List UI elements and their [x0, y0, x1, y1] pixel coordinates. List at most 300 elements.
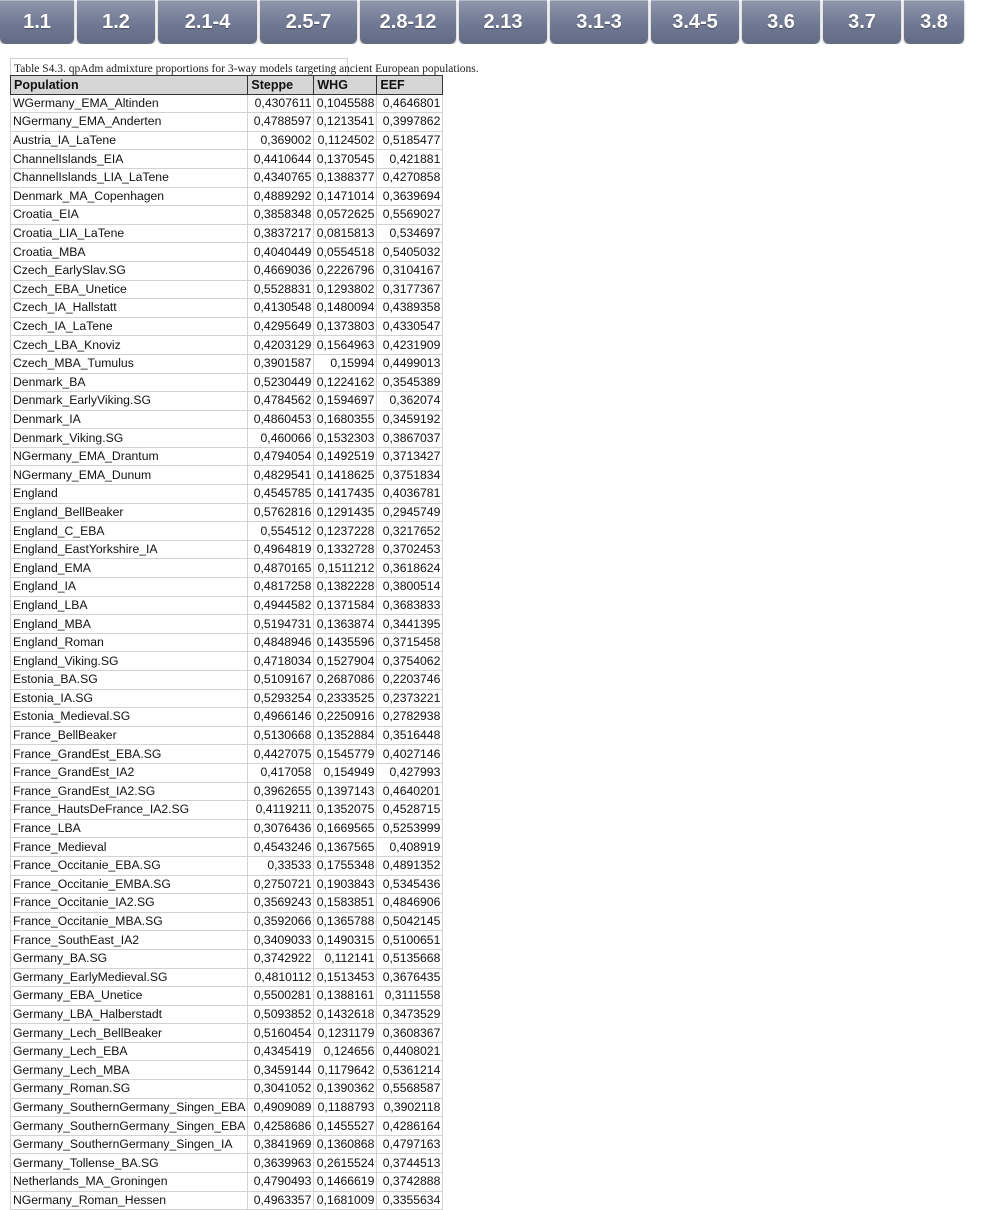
population-cell: WGermany_EMA_Altinden	[11, 94, 248, 113]
whg-cell: 0,1382228	[314, 578, 377, 597]
steppe-cell: 0,3076436	[248, 819, 314, 838]
eef-cell: 0,4640201	[377, 782, 443, 801]
population-cell: England_LBA	[11, 596, 248, 615]
steppe-cell: 0,5230449	[248, 373, 314, 392]
eef-cell: 0,5569027	[377, 206, 443, 225]
table-row	[11, 522, 443, 541]
steppe-cell: 0,4040449	[248, 243, 314, 262]
population-cell: NGermany_Roman_Hessen	[11, 1191, 248, 1210]
whg-cell: 0,0815813	[314, 224, 377, 243]
whg-cell: 0,1188793	[314, 1098, 377, 1117]
whg-cell: 0,1681009	[314, 1191, 377, 1210]
steppe-cell: 0,3041052	[248, 1080, 314, 1099]
table-row	[11, 559, 443, 578]
table-row	[11, 801, 443, 820]
whg-cell: 0,1124502	[314, 131, 377, 150]
whg-cell: 0,2615524	[314, 1154, 377, 1173]
table-row	[11, 94, 443, 113]
eef-cell: 0,3459192	[377, 410, 443, 429]
table-row	[11, 485, 443, 504]
whg-cell: 0,1680355	[314, 410, 377, 429]
population-cell: Denmark_BA	[11, 373, 248, 392]
whg-cell: 0,1511212	[314, 559, 377, 578]
steppe-cell: 0,4889292	[248, 187, 314, 206]
population-cell: Denmark_EarlyViking.SG	[11, 392, 248, 411]
table-row	[11, 206, 443, 225]
eef-cell: 0,3177367	[377, 280, 443, 299]
eef-cell: 0,3713427	[377, 447, 443, 466]
tab-1-1[interactable]: 1.1	[0, 0, 74, 44]
steppe-cell: 0,3837217	[248, 224, 314, 243]
table-row	[11, 671, 443, 690]
steppe-cell: 0,4258686	[248, 1117, 314, 1136]
population-cell: Denmark_MA_Copenhagen	[11, 187, 248, 206]
supplementary-table-page	[10, 58, 479, 1210]
table-row	[11, 1024, 443, 1043]
steppe-cell: 0,5160454	[248, 1024, 314, 1043]
population-cell: Germany_EBA_Unetice	[11, 987, 248, 1006]
table-row	[11, 1117, 443, 1136]
whg-cell: 0,2687086	[314, 671, 377, 690]
population-cell: France_GrandEst_IA2.SG	[11, 782, 248, 801]
admixture-table	[10, 75, 443, 1210]
eef-cell: 0,3639694	[377, 187, 443, 206]
population-cell: Austria_IA_LaTene	[11, 131, 248, 150]
steppe-cell: 0,4307611	[248, 94, 314, 113]
whg-cell: 0,1237228	[314, 522, 377, 541]
whg-cell: 0,1371584	[314, 596, 377, 615]
steppe-cell: 0,554512	[248, 522, 314, 541]
steppe-cell: 0,4817258	[248, 578, 314, 597]
population-cell: Czech_MBA_Tumulus	[11, 354, 248, 373]
eef-cell: 0,3441395	[377, 615, 443, 634]
whg-cell: 0,1490315	[314, 931, 377, 950]
eef-cell: 0,4797163	[377, 1135, 443, 1154]
eef-cell: 0,3867037	[377, 429, 443, 448]
header-steppe: Steppe	[248, 76, 314, 95]
whg-cell: 0,1352884	[314, 726, 377, 745]
steppe-cell: 0,5500281	[248, 987, 314, 1006]
population-cell: Estonia_IA.SG	[11, 689, 248, 708]
eef-cell: 0,2203746	[377, 671, 443, 690]
table-row	[11, 261, 443, 280]
table-row	[11, 689, 443, 708]
whg-cell: 0,1213541	[314, 113, 377, 132]
eef-cell: 0,3516448	[377, 726, 443, 745]
eef-cell: 0,3742888	[377, 1173, 443, 1192]
steppe-cell: 0,4345419	[248, 1042, 314, 1061]
eef-cell: 0,5361214	[377, 1061, 443, 1080]
eef-cell: 0,5042145	[377, 912, 443, 931]
eef-cell: 0,362074	[377, 392, 443, 411]
eef-cell: 0,3104167	[377, 261, 443, 280]
population-cell: France_Occitanie_EMBA.SG	[11, 875, 248, 894]
eef-cell: 0,3676435	[377, 968, 443, 987]
whg-cell: 0,1513453	[314, 968, 377, 987]
eef-cell: 0,3545389	[377, 373, 443, 392]
eef-cell: 0,5185477	[377, 131, 443, 150]
eef-cell: 0,3800514	[377, 578, 443, 597]
whg-cell: 0,1669565	[314, 819, 377, 838]
population-cell: Germany_SouthernGermany_Singen_EBA	[11, 1098, 248, 1117]
steppe-cell: 0,3569243	[248, 894, 314, 913]
table-row	[11, 819, 443, 838]
table-body	[11, 94, 443, 1210]
steppe-cell: 0,3962655	[248, 782, 314, 801]
steppe-cell: 0,4295649	[248, 317, 314, 336]
whg-cell: 0,1352075	[314, 801, 377, 820]
population-cell: Germany_Roman.SG	[11, 1080, 248, 1099]
eef-cell: 0,4646801	[377, 94, 443, 113]
table-row	[11, 299, 443, 318]
steppe-cell: 0,4427075	[248, 745, 314, 764]
table-row	[11, 168, 443, 187]
tab-3-7[interactable]: 3.7	[823, 0, 901, 44]
whg-cell: 0,1903843	[314, 875, 377, 894]
table-row	[11, 150, 443, 169]
eef-cell: 0,3111558	[377, 987, 443, 1006]
steppe-cell: 0,460066	[248, 429, 314, 448]
table-row	[11, 1154, 443, 1173]
table-row	[11, 392, 443, 411]
eef-cell: 0,4027146	[377, 745, 443, 764]
whg-cell: 0,1583851	[314, 894, 377, 913]
population-cell: Germany_Tollense_BA.SG	[11, 1154, 248, 1173]
population-cell: France_Occitanie_IA2.SG	[11, 894, 248, 913]
population-cell: England_C_EBA	[11, 522, 248, 541]
population-cell: France_GrandEst_EBA.SG	[11, 745, 248, 764]
table-header-row	[11, 76, 443, 95]
eef-cell: 0,3355634	[377, 1191, 443, 1210]
population-cell: Germany_BA.SG	[11, 949, 248, 968]
whg-cell: 0,1388161	[314, 987, 377, 1006]
steppe-cell: 0,3639963	[248, 1154, 314, 1173]
steppe-cell: 0,4964819	[248, 540, 314, 559]
steppe-cell: 0,3459144	[248, 1061, 314, 1080]
table-row	[11, 1005, 443, 1024]
population-cell: France_BellBeaker	[11, 726, 248, 745]
tab-3-6[interactable]: 3.6	[742, 0, 820, 44]
table-row	[11, 708, 443, 727]
steppe-cell: 0,5093852	[248, 1005, 314, 1024]
population-cell: Estonia_BA.SG	[11, 671, 248, 690]
population-cell: Denmark_IA	[11, 410, 248, 429]
whg-cell: 0,1527904	[314, 652, 377, 671]
population-cell: France_GrandEst_IA2	[11, 763, 248, 782]
table-row	[11, 1173, 443, 1192]
steppe-cell: 0,4829541	[248, 466, 314, 485]
whg-cell: 0,1532303	[314, 429, 377, 448]
table-row	[11, 1098, 443, 1117]
population-cell: NGermany_EMA_Dunum	[11, 466, 248, 485]
steppe-cell: 0,4860453	[248, 410, 314, 429]
eef-cell: 0,4846906	[377, 894, 443, 913]
whg-cell: 0,1545779	[314, 745, 377, 764]
population-cell: Germany_Lech_BellBeaker	[11, 1024, 248, 1043]
steppe-cell: 0,4545785	[248, 485, 314, 504]
table-row	[11, 336, 443, 355]
tab-3-8[interactable]: 3.8	[904, 0, 964, 44]
population-cell: England_IA	[11, 578, 248, 597]
population-cell: Czech_EarlySlav.SG	[11, 261, 248, 280]
table-row	[11, 131, 443, 150]
eef-cell: 0,421881	[377, 150, 443, 169]
steppe-cell: 0,5762816	[248, 503, 314, 522]
whg-cell: 0,1755348	[314, 856, 377, 875]
table-row	[11, 968, 443, 987]
table-row	[11, 187, 443, 206]
whg-cell: 0,1492519	[314, 447, 377, 466]
table-row	[11, 243, 443, 262]
steppe-cell: 0,4848946	[248, 633, 314, 652]
population-cell: NGermany_EMA_Anderten	[11, 113, 248, 132]
whg-cell: 0,1370545	[314, 150, 377, 169]
table-row	[11, 224, 443, 243]
eef-cell: 0,4231909	[377, 336, 443, 355]
population-cell: Denmark_Viking.SG	[11, 429, 248, 448]
eef-cell: 0,2945749	[377, 503, 443, 522]
header-population: Population	[11, 76, 248, 95]
whg-cell: 0,154949	[314, 763, 377, 782]
table-row	[11, 652, 443, 671]
eef-cell: 0,3683833	[377, 596, 443, 615]
whg-cell: 0,1480094	[314, 299, 377, 318]
table-row	[11, 856, 443, 875]
table-row	[11, 838, 443, 857]
population-cell: England_Roman	[11, 633, 248, 652]
whg-cell: 0,1332728	[314, 540, 377, 559]
steppe-cell: 0,4788597	[248, 113, 314, 132]
population-cell: Estonia_Medieval.SG	[11, 708, 248, 727]
population-cell: Czech_EBA_Unetice	[11, 280, 248, 299]
eef-cell: 0,408919	[377, 838, 443, 857]
whg-cell: 0,1367565	[314, 838, 377, 857]
eef-cell: 0,5345436	[377, 875, 443, 894]
population-cell: France_HautsDeFrance_IA2.SG	[11, 801, 248, 820]
whg-cell: 0,15994	[314, 354, 377, 373]
eef-cell: 0,4408021	[377, 1042, 443, 1061]
population-cell: Croatia_LIA_LaTene	[11, 224, 248, 243]
steppe-cell: 0,5130668	[248, 726, 314, 745]
steppe-cell: 0,3841969	[248, 1135, 314, 1154]
whg-cell: 0,1231179	[314, 1024, 377, 1043]
population-cell: France_Medieval	[11, 838, 248, 857]
table-row	[11, 615, 443, 634]
table-row	[11, 596, 443, 615]
table-row	[11, 782, 443, 801]
eef-cell: 0,4286164	[377, 1117, 443, 1136]
eef-cell: 0,4499013	[377, 354, 443, 373]
eef-cell: 0,3751834	[377, 466, 443, 485]
eef-cell: 0,3217652	[377, 522, 443, 541]
table-row	[11, 894, 443, 913]
table-row	[11, 503, 443, 522]
population-cell: England_EMA	[11, 559, 248, 578]
table-row	[11, 949, 443, 968]
whg-cell: 0,1417435	[314, 485, 377, 504]
eef-cell: 0,3754062	[377, 652, 443, 671]
population-cell: France_Occitanie_EBA.SG	[11, 856, 248, 875]
steppe-cell: 0,4944582	[248, 596, 314, 615]
steppe-cell: 0,3592066	[248, 912, 314, 931]
steppe-cell: 0,4543246	[248, 838, 314, 857]
table-row	[11, 633, 443, 652]
whg-cell: 0,1363874	[314, 615, 377, 634]
tab-3-4-5[interactable]: 3.4-5	[651, 0, 739, 44]
steppe-cell: 0,4966146	[248, 708, 314, 727]
eef-cell: 0,5405032	[377, 243, 443, 262]
eef-cell: 0,3608367	[377, 1024, 443, 1043]
table-row	[11, 1061, 443, 1080]
table-row	[11, 429, 443, 448]
whg-cell: 0,1471014	[314, 187, 377, 206]
tab-2-8-12[interactable]: 2.8-12	[360, 0, 456, 44]
steppe-cell: 0,3742922	[248, 949, 314, 968]
whg-cell: 0,1045588	[314, 94, 377, 113]
tab-2-13[interactable]: 2.13	[459, 0, 547, 44]
steppe-cell: 0,4119211	[248, 801, 314, 820]
population-cell: Germany_Lech_EBA	[11, 1042, 248, 1061]
table-row	[11, 410, 443, 429]
eef-cell: 0,4036781	[377, 485, 443, 504]
table-row	[11, 447, 443, 466]
steppe-cell: 0,3858348	[248, 206, 314, 225]
steppe-cell: 0,4810112	[248, 968, 314, 987]
whg-cell: 0,1432618	[314, 1005, 377, 1024]
whg-cell: 0,1388377	[314, 168, 377, 187]
eef-cell: 0,3702453	[377, 540, 443, 559]
table-row	[11, 280, 443, 299]
population-cell: Netherlands_MA_Groningen	[11, 1173, 248, 1192]
eef-cell: 0,2782938	[377, 708, 443, 727]
eef-cell: 0,5100651	[377, 931, 443, 950]
whg-cell: 0,124656	[314, 1042, 377, 1061]
population-cell: England_Viking.SG	[11, 652, 248, 671]
section-tab-bar	[0, 0, 985, 44]
header-eef: EEF	[377, 76, 443, 95]
whg-cell: 0,1360868	[314, 1135, 377, 1154]
eef-cell: 0,3473529	[377, 1005, 443, 1024]
table-row	[11, 354, 443, 373]
tab-1-2[interactable]: 1.2	[77, 0, 155, 44]
eef-cell: 0,4270858	[377, 168, 443, 187]
whg-cell: 0,1594697	[314, 392, 377, 411]
whg-cell: 0,1435596	[314, 633, 377, 652]
steppe-cell: 0,5194731	[248, 615, 314, 634]
steppe-cell: 0,3901587	[248, 354, 314, 373]
tab-2-1-4[interactable]: 2.1-4	[158, 0, 257, 44]
table-row	[11, 987, 443, 1006]
population-cell: England_BellBeaker	[11, 503, 248, 522]
eef-cell: 0,4389358	[377, 299, 443, 318]
whg-cell: 0,1564963	[314, 336, 377, 355]
whg-cell: 0,1455527	[314, 1117, 377, 1136]
eef-cell: 0,4891352	[377, 856, 443, 875]
whg-cell: 0,0572625	[314, 206, 377, 225]
steppe-cell: 0,4130548	[248, 299, 314, 318]
population-cell: Croatia_MBA	[11, 243, 248, 262]
table-row	[11, 317, 443, 336]
steppe-cell: 0,4870165	[248, 559, 314, 578]
eef-cell: 0,534697	[377, 224, 443, 243]
eef-cell: 0,4330547	[377, 317, 443, 336]
whg-cell: 0,1291435	[314, 503, 377, 522]
whg-cell: 0,1365788	[314, 912, 377, 931]
whg-cell: 0,1466619	[314, 1173, 377, 1192]
table-row	[11, 578, 443, 597]
population-cell: Czech_IA_Hallstatt	[11, 299, 248, 318]
eef-cell: 0,5568587	[377, 1080, 443, 1099]
steppe-cell: 0,4794054	[248, 447, 314, 466]
population-cell: Czech_IA_LaTene	[11, 317, 248, 336]
whg-cell: 0,1397143	[314, 782, 377, 801]
population-cell: ChannelIslands_LIA_LaTene	[11, 168, 248, 187]
table-row	[11, 1191, 443, 1210]
whg-cell: 0,1418625	[314, 466, 377, 485]
population-cell: Germany_LBA_Halberstadt	[11, 1005, 248, 1024]
tab-2-5-7[interactable]: 2.5-7	[260, 0, 357, 44]
whg-cell: 0,1179642	[314, 1061, 377, 1080]
steppe-cell: 0,4410644	[248, 150, 314, 169]
steppe-cell: 0,5528831	[248, 280, 314, 299]
eef-cell: 0,4528715	[377, 801, 443, 820]
steppe-cell: 0,4790493	[248, 1173, 314, 1192]
header-whg: WHG	[314, 76, 377, 95]
steppe-cell: 0,2750721	[248, 875, 314, 894]
table-row	[11, 373, 443, 392]
whg-cell: 0,112141	[314, 949, 377, 968]
population-cell: Croatia_EIA	[11, 206, 248, 225]
population-cell: England_MBA	[11, 615, 248, 634]
steppe-cell: 0,4718034	[248, 652, 314, 671]
table-row	[11, 763, 443, 782]
eef-cell: 0,3997862	[377, 113, 443, 132]
eef-cell: 0,3744513	[377, 1154, 443, 1173]
steppe-cell: 0,5109167	[248, 671, 314, 690]
eef-cell: 0,5253999	[377, 819, 443, 838]
steppe-cell: 0,5293254	[248, 689, 314, 708]
table-row	[11, 1135, 443, 1154]
table-row	[11, 726, 443, 745]
steppe-cell: 0,4963357	[248, 1191, 314, 1210]
population-cell: Germany_SouthernGermany_Singen_EBA	[11, 1117, 248, 1136]
population-cell: Germany_SouthernGermany_Singen_IA	[11, 1135, 248, 1154]
steppe-cell: 0,3409033	[248, 931, 314, 950]
table-row	[11, 931, 443, 950]
steppe-cell: 0,417058	[248, 763, 314, 782]
eef-cell: 0,427993	[377, 763, 443, 782]
whg-cell: 0,1390362	[314, 1080, 377, 1099]
eef-cell: 0,3618624	[377, 559, 443, 578]
population-cell: England	[11, 485, 248, 504]
tab-3-1-3[interactable]: 3.1-3	[550, 0, 648, 44]
population-cell: ChannelIslands_EIA	[11, 150, 248, 169]
steppe-cell: 0,369002	[248, 131, 314, 150]
whg-cell: 0,1373803	[314, 317, 377, 336]
table-row	[11, 540, 443, 559]
whg-cell: 0,0554518	[314, 243, 377, 262]
eef-cell: 0,3902118	[377, 1098, 443, 1117]
eef-cell: 0,3715458	[377, 633, 443, 652]
whg-cell: 0,2250916	[314, 708, 377, 727]
steppe-cell: 0,4203129	[248, 336, 314, 355]
table-row	[11, 875, 443, 894]
whg-cell: 0,2333525	[314, 689, 377, 708]
steppe-cell: 0,4784562	[248, 392, 314, 411]
population-cell: Germany_EarlyMedieval.SG	[11, 968, 248, 987]
eef-cell: 0,2373221	[377, 689, 443, 708]
table-row	[11, 1080, 443, 1099]
